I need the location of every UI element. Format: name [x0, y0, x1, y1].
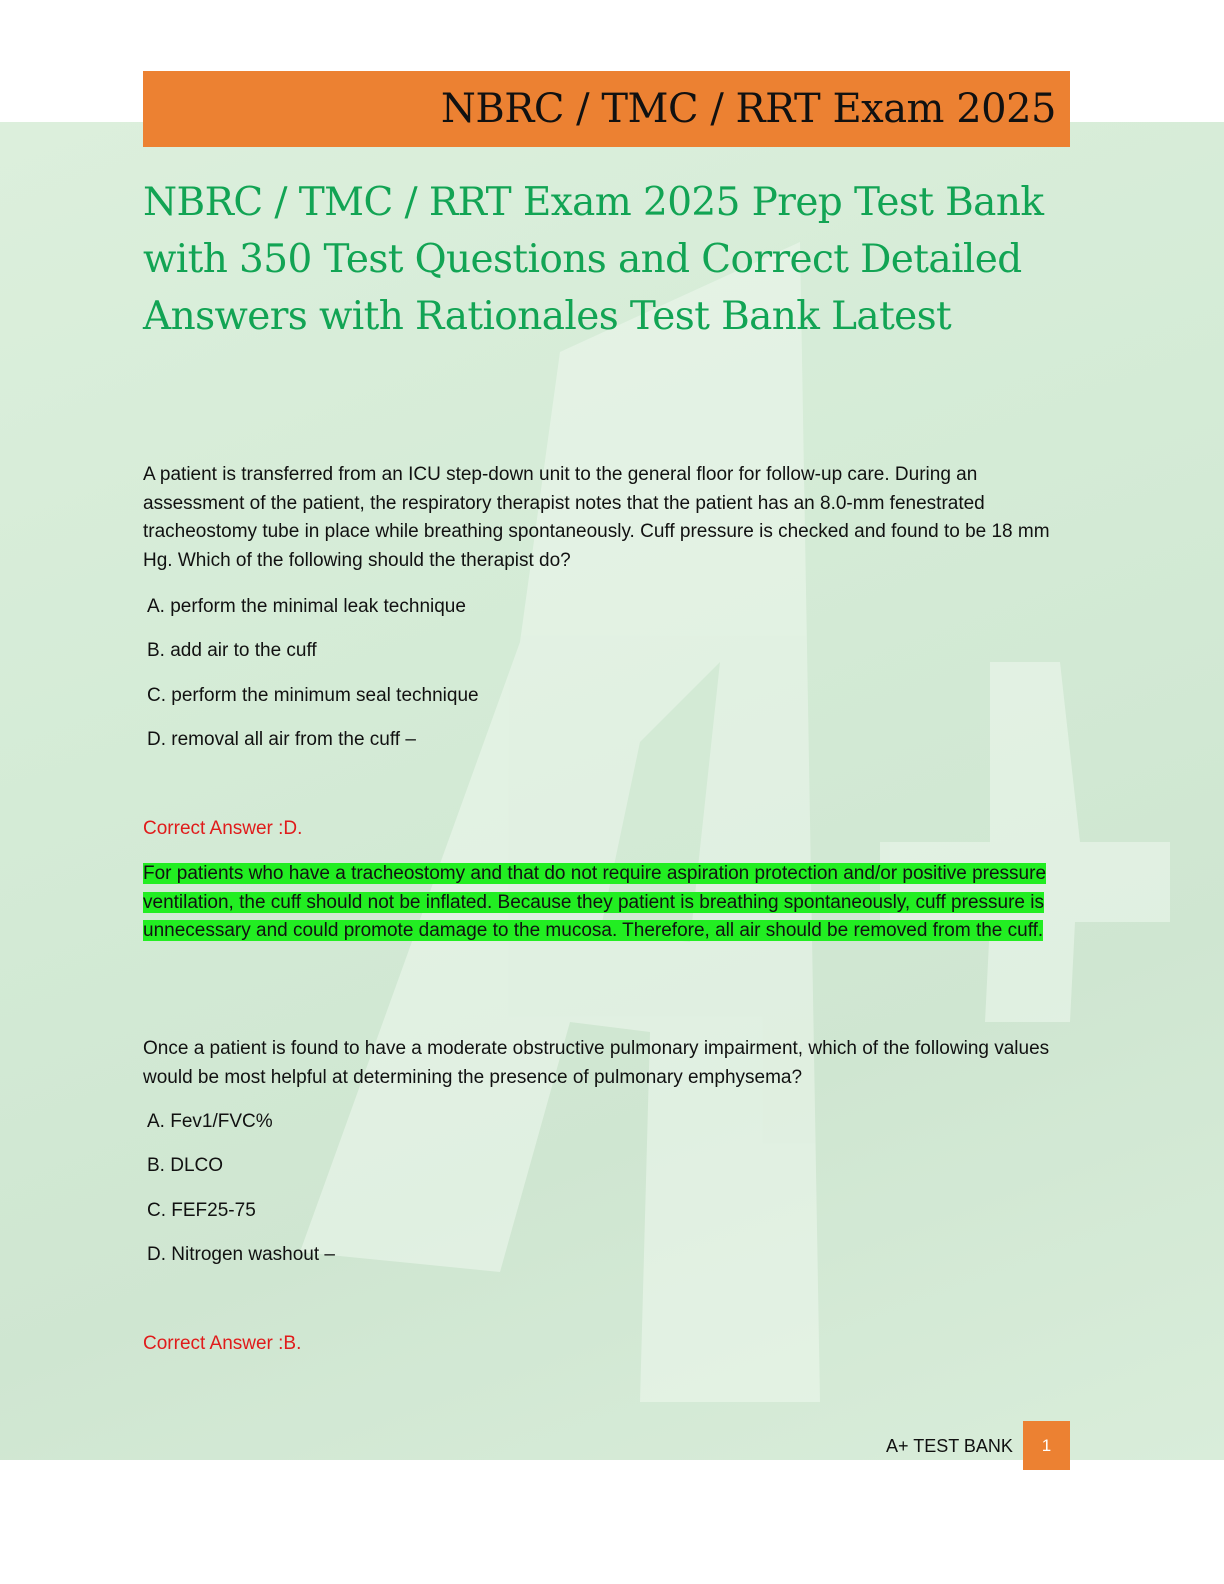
rationale-highlight: For patients who have a tracheostomy and that do not require aspiration protection and/or positive pressure ventilation, the cuff should not be inflated. Because they patient is breathing spontaneously, cuff pressure is unnecessary and could promote damage to the mucosa. Therefore, all air should be removed from the cuff.: [143, 863, 1047, 941]
footer-label: A+ TEST BANK: [886, 1436, 1013, 1456]
document-title: NBRC / TMC / RRT Exam 2025 Prep Test Bank with 350 Test Questions and Correct Detailed Answers with Rationales Test Bank Latest: [143, 180, 1044, 339]
question-1-option-d: D. removal all air from the cuff –: [147, 729, 416, 750]
question-2-correct-answer: Correct Answer :B.: [143, 1333, 302, 1354]
question-1-option-b: B. add air to the cuff: [147, 640, 317, 661]
question-2-text: Once a patient is found to have a moderate obstructive pulmonary impairment, which of the following values would be most helpful at determining the presence of pulmonary emphysema?: [143, 1038, 1050, 1088]
question-1-rationale: [143, 860, 1063, 946]
question-2-option-c: C. FEF25-75: [147, 1200, 256, 1221]
question-1-correct-answer: Correct Answer :D.: [143, 818, 303, 839]
header-bar: [143, 71, 1070, 147]
question-1-text: A patient is transferred from an ICU step-down unit to the general floor for follow-up care. During an assessment of the patient, the respiratory therapist notes that the patient has an 8.0-mm fenestrated tracheostomy tube in place while breathing spontaneously. Cuff pressure is checked and found to be 18 mm Hg. Which of the following should the therapist do?: [143, 464, 1050, 571]
question-1-option-a: A. perform the minimal leak technique: [147, 596, 466, 617]
question-2-option-d: D. Nitrogen washout –: [147, 1244, 335, 1265]
header-title: NBRC / TMC / RRT Exam 2025: [440, 86, 1056, 132]
question-2-option-b: B. DLCO: [147, 1155, 224, 1176]
question-1-option-c: C. perform the minimum seal technique: [147, 685, 479, 706]
question-2-option-a: A. Fev1/FVC%: [147, 1111, 273, 1132]
page-number: 1: [1023, 1421, 1070, 1470]
